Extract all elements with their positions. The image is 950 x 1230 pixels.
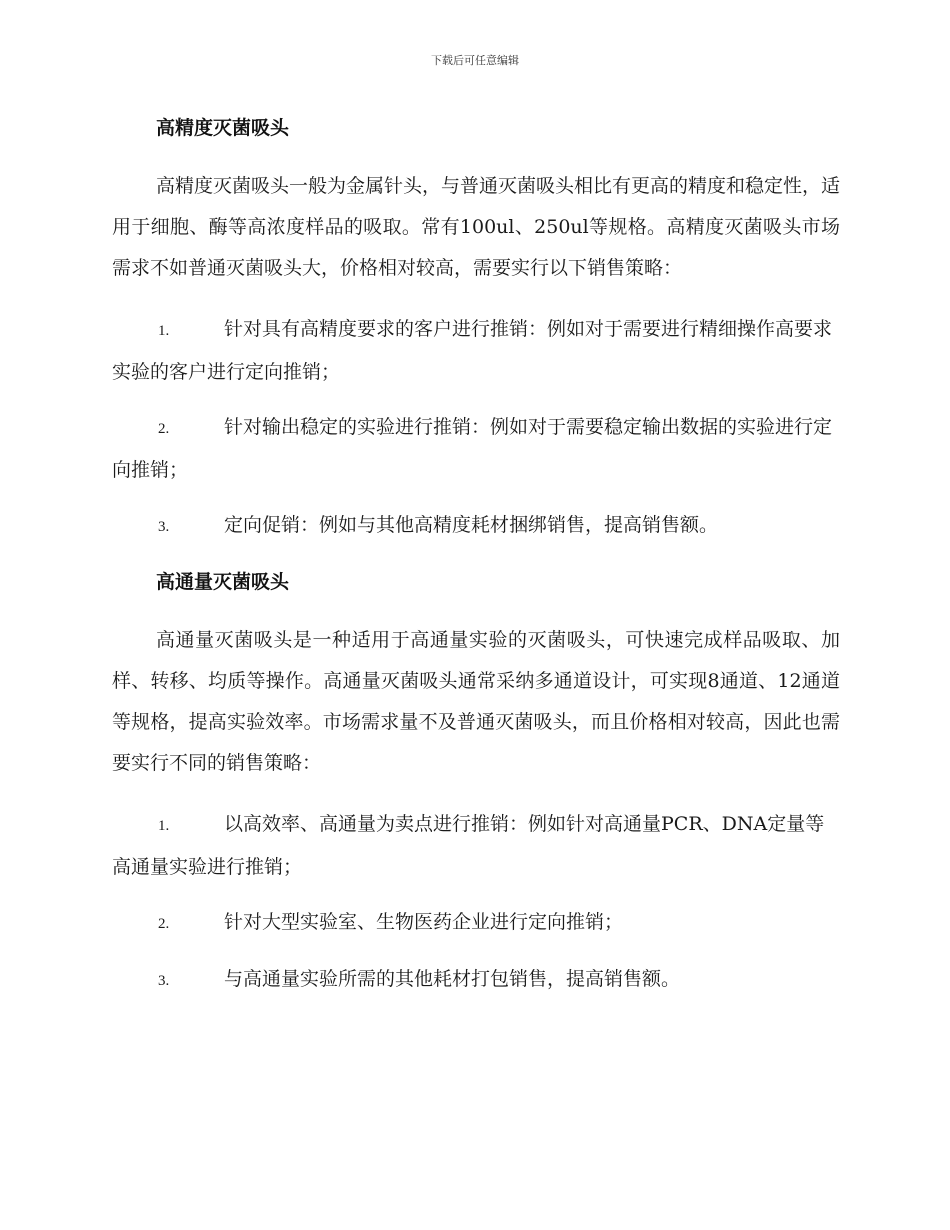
list-number: 2. xyxy=(158,916,170,932)
section-paragraph: 高通量灭菌吸头是一种适用于高通量实验的灭菌吸头，可快速完成样品吸取、加样、转移、均质等操作。高通量灭菌吸头通常采纳多通道设计，可实现8通道、12通道等规格，提高实验效率。市场需求量不及普通灭菌吸头，而且价格相对较高，因此也需要实行不同的销售策略： xyxy=(112,629,840,774)
list-text: 以高效率、高通量为卖点进行推销：例如针对高通量PCR、DNA定量等高通量实验进行推销； xyxy=(112,813,825,878)
page-header: 下载后可任意编辑 xyxy=(431,54,519,67)
list-item xyxy=(112,804,840,888)
document-body xyxy=(112,108,840,1016)
section-heading: 高精度灭菌吸头 xyxy=(156,117,290,139)
list-number: 2. xyxy=(158,421,170,437)
list-item xyxy=(112,959,840,1002)
list-text: 定向促销：例如与其他高精度耗材捆绑销售，提高销售额。 xyxy=(224,514,719,536)
list-text: 针对大型实验室、生物医药企业进行定向推销； xyxy=(224,911,624,933)
list-item xyxy=(112,505,840,548)
section-heading: 高通量灭菌吸头 xyxy=(156,571,290,593)
list-item xyxy=(112,902,840,945)
list-number: 3. xyxy=(158,519,170,535)
list-number: 1. xyxy=(158,323,170,339)
section-paragraph: 高精度灭菌吸头一般为金属针头，与普通灭菌吸头相比有更高的精度和稳定性，适用于细胞、酶等高浓度样品的吸取。常有100ul、250ul等规格。高精度灭菌吸头市场需求不如普通灭菌吸头大，价格相对较高，需要实行以下销售策略： xyxy=(112,175,841,279)
list-number: 3. xyxy=(158,973,170,989)
list-text: 针对具有高精度要求的客户进行推销：例如对于需要进行精细操作高要求实验的客户进行定向推销； xyxy=(112,318,833,383)
list-text: 针对输出稳定的实验进行推销：例如对于需要稳定输出数据的实验进行定向推销； xyxy=(112,416,833,481)
list-number: 1. xyxy=(158,818,170,834)
list-item xyxy=(112,407,840,491)
list-text: 与高通量实验所需的其他耗材打包销售，提高销售额。 xyxy=(224,968,681,990)
list-item xyxy=(112,309,840,393)
